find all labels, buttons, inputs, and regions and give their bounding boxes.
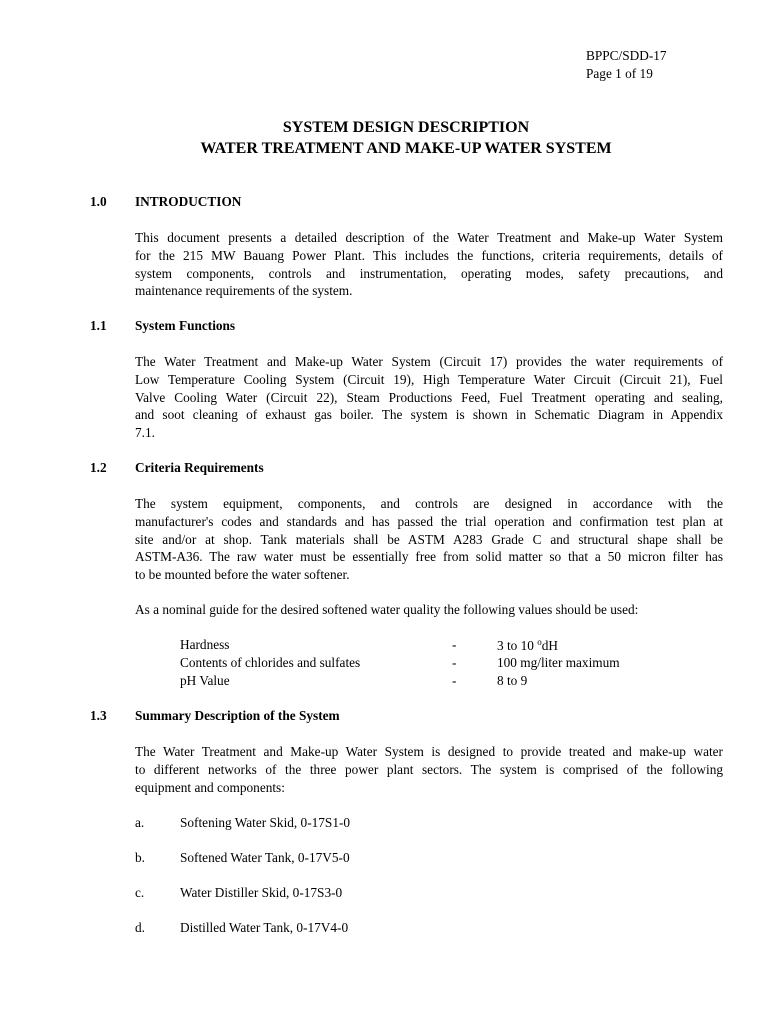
quality-param: Contents of chlorides and sulfates: [180, 655, 361, 670]
paragraph-line: 7.1.: [135, 425, 155, 441]
doc-title-line2: WATER TREATMENT AND MAKE-UP WATER SYSTEM: [200, 140, 612, 157]
section-heading: INTRODUCTION: [135, 194, 242, 209]
quality-value: 8 to 9: [497, 673, 528, 688]
section-heading: System Functions: [135, 318, 236, 333]
paragraph-line: site and/or at shop. Tank materials shall be ASTM A283 Grade C and structural shape shall be: [135, 531, 723, 547]
paragraph-line: equipment and components:: [135, 779, 285, 795]
quality-dash: -: [452, 637, 457, 652]
section-number: 1.3: [90, 708, 107, 723]
paragraph-line: to be mounted before the water softener.: [135, 567, 350, 583]
paragraph-line: This document presents a detailed description of the Water Treatment and Make-up Water System: [135, 230, 723, 245]
paragraph-line: ASTM-A36. The raw water must be essentially free from solid matter so that a 50 micron filter has: [135, 549, 723, 565]
list-letter: b.: [135, 850, 145, 865]
paragraph-line: The Water Treatment and Make-up Water System (Circuit 17) provides the water requirements of: [135, 354, 723, 369]
paragraph-line: system components, controls and instrumentation, operating modes, safety precautions, and: [135, 265, 723, 281]
section-heading: Criteria Requirements: [135, 460, 264, 475]
list-letter: d.: [135, 920, 145, 935]
quality-param: pH Value: [180, 673, 230, 688]
intro-paragraph: [135, 229, 723, 300]
list-item: Softened Water Tank, 0-17V5-0: [180, 850, 350, 865]
paragraph-line: Valve Cooling Water (Circuit 22), Steam Productions Feed, Fuel Treatment operating and sealing,: [135, 389, 723, 405]
list-item: Water Distiller Skid, 0-17S3-0: [180, 885, 343, 900]
paragraph-line: manufacturer's codes and standards and has passed the trial operation and confirmation test plan at: [135, 513, 723, 529]
page-number: Page 1 of 19: [586, 66, 653, 81]
functions-paragraph: [135, 353, 723, 442]
paragraph-line: The Water Treatment and Make-up Water System is designed to provide treated and make-up water: [135, 744, 723, 759]
quality-dash: -: [452, 673, 457, 688]
doc-title-line1: SYSTEM DESIGN DESCRIPTION: [282, 119, 530, 136]
quality-value: 100 mg/liter maximum: [497, 655, 620, 670]
paragraph-line: The system equipment, components, and controls are designed in accordance with the: [135, 496, 723, 511]
list-item: Softening Water Skid, 0-17S1-0: [180, 815, 351, 830]
doc-id: BPPC/SDD-17: [586, 48, 667, 63]
paragraph-line: Low Temperature Cooling System (Circuit 19), High Temperature Water Circuit (Circuit 21), Fuel: [135, 371, 723, 387]
quality-param: Hardness: [180, 637, 230, 652]
list-letter: a.: [135, 815, 145, 830]
quality-value: 3 to 10 $^o$dH: [497, 637, 559, 653]
paragraph-line: to different networks of the three power plant sectors. The system is comprised of the following: [135, 761, 723, 777]
paragraph-line: for the 215 MW Bauang Power Plant. This includes the functions, criteria requirements, details of: [135, 247, 723, 263]
paragraph-line: and soot cleaning of exhaust gas boiler. The system is shown in Schematic Diagram in Appendix: [135, 407, 723, 423]
list-item: Distilled Water Tank, 0-17V4-0: [180, 920, 349, 935]
list-letter: c.: [135, 885, 145, 900]
section-heading: Summary Description of the System: [135, 708, 340, 723]
degree-superscript: o: [537, 637, 542, 647]
section-number: 1.1: [90, 318, 107, 333]
quality-dash: -: [452, 655, 457, 670]
guide-sentence: As a nominal guide for the desired softened water quality the following values should be used:: [135, 602, 639, 617]
section-number: 1.2: [90, 460, 107, 475]
summary-paragraph: [135, 743, 723, 796]
criteria-paragraph: [135, 495, 723, 584]
paragraph-line: maintenance requirements of the system.: [135, 283, 353, 299]
section-number: 1.0: [90, 194, 107, 209]
